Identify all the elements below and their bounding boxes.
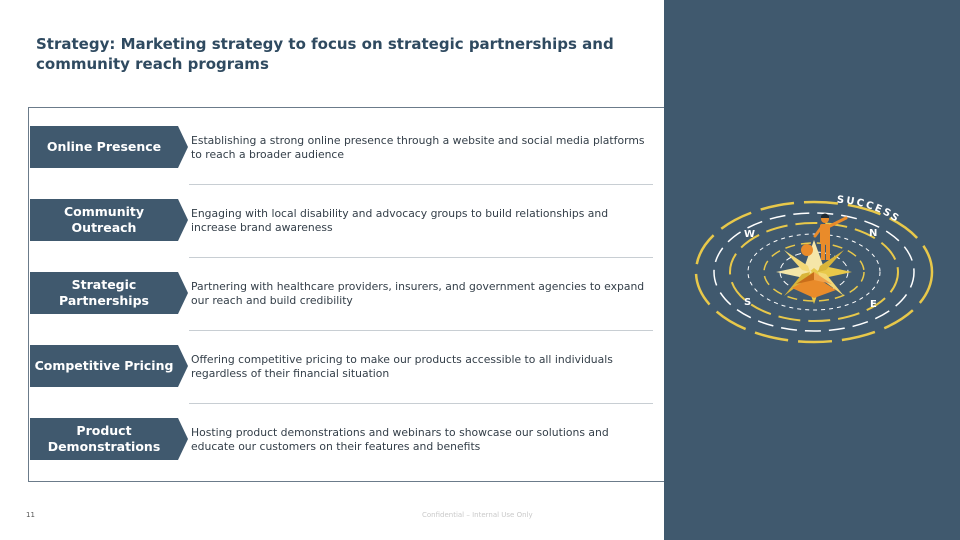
row-description: Engaging with local disability and advocacy groups to build relationships and increase brand awareness: [191, 207, 609, 234]
strategy-row: [29, 327, 665, 400]
strategy-table: [28, 107, 664, 482]
strategy-row: [29, 108, 665, 181]
compass-star-icon: [776, 240, 852, 304]
strategy-row: [29, 181, 665, 254]
compass-success-illustration: [684, 180, 944, 350]
direction-w: W: [744, 229, 756, 240]
row-description: Partnering with healthcare providers, insurers, and government agencies to expand our reach and build credibility: [191, 280, 645, 307]
row-description: Hosting product demonstrations and webinars to showcase our solutions and educate our customers on their features and benefits: [191, 426, 609, 453]
strategy-row: [29, 254, 665, 327]
row-description: Establishing a strong online presence through a website and social media platforms to reach a broader audience: [191, 134, 645, 161]
direction-e: E: [870, 299, 877, 310]
row-label: Strategic Partnerships: [30, 272, 178, 314]
row-label: Competitive Pricing: [30, 345, 178, 387]
row-label: Online Presence: [30, 126, 178, 168]
row-label: Community Outreach: [30, 199, 178, 241]
direction-s: S: [744, 297, 752, 308]
page-number: 11: [26, 511, 35, 519]
direction-n: N: [869, 228, 878, 239]
strategy-row: [29, 400, 665, 473]
side-panel: [664, 0, 960, 540]
slide-title: Strategy: Marketing strategy to focus on strategic partnerships and community reach programs: [36, 35, 614, 73]
row-label: Product Demonstrations: [30, 418, 178, 460]
confidential-notice: Confidential – Internal Use Only: [422, 511, 533, 519]
row-description: Offering competitive pricing to make our products accessible to all individuals regardless of their financial situation: [191, 353, 613, 380]
success-ring-text: SUCCESS: [836, 194, 902, 226]
